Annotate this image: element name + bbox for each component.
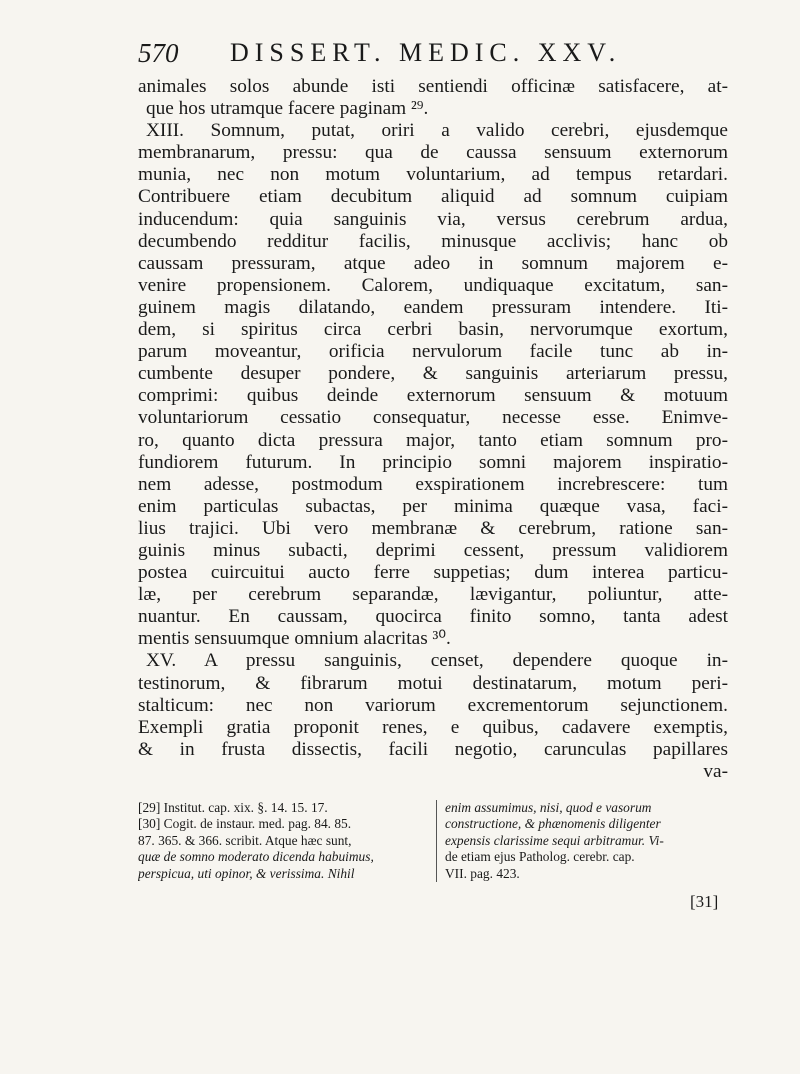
text-line: cumbente desuper pondere, & sanguinis arteriarum pressu, <box>138 363 728 385</box>
text-line: testinorum, & fibrarum motui destinatarum, motum peri- <box>138 672 728 694</box>
footnotes-left-column <box>138 800 423 882</box>
footnote-line: VII. pag. 423. <box>445 865 520 881</box>
signature-mark: [31] <box>690 892 719 911</box>
text-line: guinis minus subacti, deprimi cessent, pressum validiorem <box>138 539 728 561</box>
page-number: 570 <box>138 38 179 68</box>
text-line: stalticum: nec non variorum excrementorum sejunctionem. <box>138 694 728 716</box>
text-line: inducendum: quia sanguinis via, versus cerebrum ardua, <box>138 208 728 230</box>
text-line: membranarum, pressu: qua de caussa sensuum externorum <box>138 142 728 164</box>
text-line: fundiorem futurum. In principio somni majorem inspiratio- <box>138 451 728 473</box>
text-line: Exempli gratia proponit renes, e quibus, cadavere exemptis, <box>138 716 728 738</box>
footnote-line: enim assumimus, nisi, quod e vasorum <box>445 800 652 815</box>
text-line: voluntariorum cessatio consequatur, necesse esse. Enimve- <box>138 407 728 429</box>
text-line: decumbendo redditur facilis, minusque acclivis; hanc ob <box>138 230 728 252</box>
footnote-line: de etiam ejus Patholog. cerebr. cap. <box>445 849 635 865</box>
running-head: DISSERT. MEDIC. XXV. <box>230 38 622 67</box>
footnote-line: [30] Cogit. de instaur. med. pag. 84. 85. <box>138 816 352 832</box>
text-line: nem adesse, postmodum exspirationem increbrescere: tum <box>138 473 728 495</box>
text-line: mentis sensuumque omnium alacritas ³⁰. <box>138 628 451 650</box>
page-header <box>138 38 738 78</box>
main-text <box>138 76 728 783</box>
text-line: guinem magis dilatando, eandem pressuram intendere. Iti- <box>138 296 728 318</box>
text-line: animales solos abunde isti sentiendi officinæ satisfacere, at- <box>138 76 728 97</box>
footnotes <box>138 800 728 900</box>
text-line: venire propensionem. Calorem, undiquaque excitatum, san- <box>138 274 728 296</box>
text-line: lius trajici. Ubi vero membranæ & cerebrum, ratione san- <box>138 517 728 539</box>
text-line: ro, quanto dicta pressura major, tanto etiam somnum pro- <box>138 429 728 451</box>
footnote-line: constructione, & phænomenis diligenter <box>445 816 661 832</box>
text-line: XIII. Somnum, putat, oriri a valido cerebri, ejusdemque <box>146 120 728 142</box>
footnote-line: quæ de somno moderato dicenda habuimus, <box>138 849 374 865</box>
text-line: læ, per cerebrum separandæ, lævigantur, poliuntur, atte- <box>138 584 728 606</box>
footnote-line: [29] Institut. cap. xix. §. 14. 15. 17. <box>138 800 328 815</box>
text-line: munia, nec non motum voluntarium, ad tempus retardari. <box>138 164 728 186</box>
text-line: que hos utramque facere paginam ²⁹. <box>146 98 429 120</box>
text-line: enim particulas subactas, per minima quæque vasa, faci- <box>138 495 728 517</box>
text-line: & in frusta dissectis, facili negotio, carunculas papillares <box>138 738 728 760</box>
footnote-line: perspicua, uti opinor, & verissima. Nihil <box>138 865 355 881</box>
text-line: dem, si spiritus circa cerbri basin, nervorumque exortum, <box>138 319 728 341</box>
footnote-line: 87. 365. & 366. scribit. Atque hæc sunt, <box>138 832 352 848</box>
text-line: Contribuere etiam decubitum aliquid ad somnum cuipiam <box>138 186 728 208</box>
text-line: parum moveantur, orificia nervulorum facile tunc ab in- <box>138 341 728 363</box>
text-line: comprimi: quibus deinde externorum sensuum & motuum <box>138 385 728 407</box>
text-line: postea cuircuitui aucto ferre suppetias; dum interea particu- <box>138 562 728 584</box>
footnote-line: expensis clarissime sequi arbitramur. Vi- <box>445 832 664 848</box>
catchword: va- <box>703 760 728 782</box>
text-line: nuantur. En caussam, quocirca finito somno, tanta adest <box>138 606 728 628</box>
text-line: caussam pressuram, atque adeo in somnum majorem e- <box>138 252 728 274</box>
text-line: XV. A pressu sanguinis, censet, dependere quoque in- <box>146 650 728 672</box>
footnotes-right-column <box>436 800 725 882</box>
